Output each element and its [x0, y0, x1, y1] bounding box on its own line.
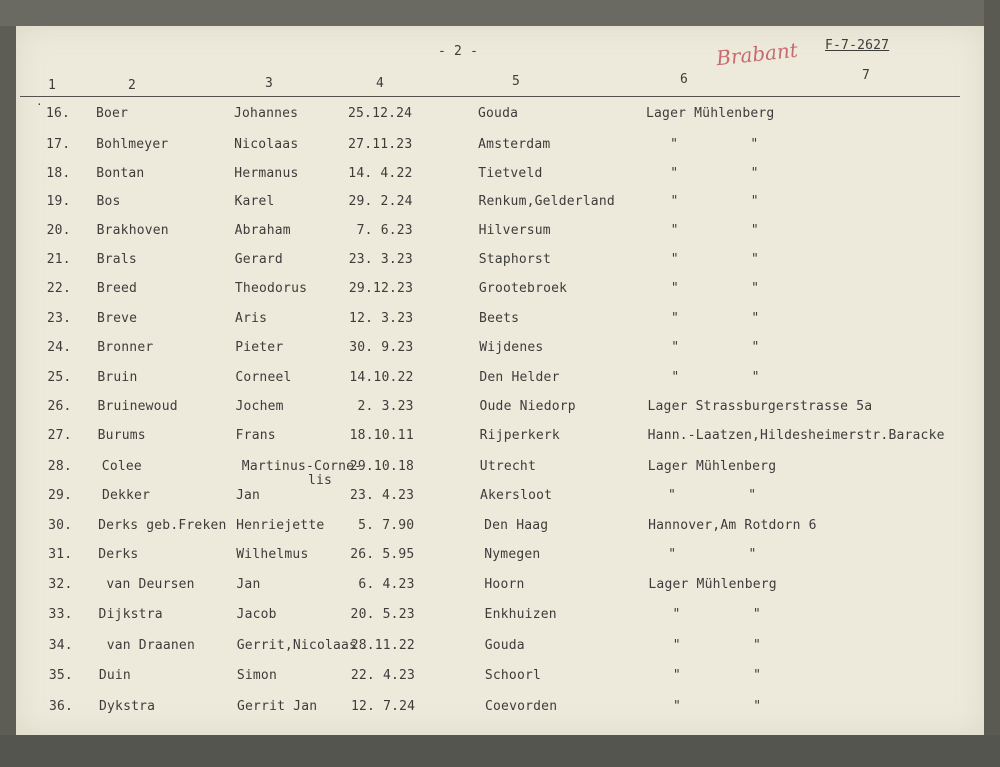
surname: Bruin: [97, 370, 138, 385]
birth-place: Enkhuizen: [484, 607, 557, 622]
first-name: Theodorus: [234, 281, 308, 296]
surname: Derks geb.Freken: [98, 518, 227, 533]
surname: Colee: [101, 459, 142, 474]
address: " ": [667, 488, 757, 503]
surname: Burums: [97, 428, 146, 443]
birth-place: Den Haag: [484, 518, 549, 533]
address: Lager Mühlenberg: [647, 459, 777, 474]
address: Lager Mühlenberg: [646, 106, 775, 121]
address: " ": [670, 281, 760, 296]
row-number: 29.: [47, 488, 73, 503]
birth-place: Gouda: [478, 106, 519, 121]
first-name: Aris: [235, 311, 268, 326]
birth-date: 28.11.22: [350, 638, 415, 653]
row-number: 21.: [46, 252, 71, 267]
surname: van Deursen: [106, 577, 195, 592]
surname: Duin: [98, 668, 131, 683]
first-name-continuation: lis: [308, 473, 333, 488]
address: Lager Strassburgerstrasse 5a: [647, 399, 873, 414]
scan-background-bottom: [0, 735, 1000, 767]
first-name: Henriejette: [236, 518, 325, 533]
birth-place: Gouda: [484, 638, 525, 653]
row-number: 34.: [48, 638, 73, 653]
birth-place: Utrecht: [479, 459, 536, 474]
first-name: Johannes: [234, 106, 299, 121]
birth-place: Nymegen: [484, 547, 541, 562]
address: " ": [670, 194, 759, 209]
surname: Brals: [96, 252, 137, 267]
birth-date: 27.11.23: [348, 137, 413, 152]
birth-date: 30. 9.23: [349, 340, 414, 355]
birth-place: Tietveld: [478, 166, 543, 181]
birth-place: Amsterdam: [478, 137, 551, 152]
address: " ": [670, 137, 759, 152]
first-name: Karel: [234, 194, 275, 209]
row-number: 30.: [48, 518, 73, 533]
document-number: F-7-2627: [825, 38, 890, 53]
row-number: 25.: [47, 370, 72, 385]
page-number: - 2 -: [438, 44, 479, 59]
first-name: Jan: [236, 577, 261, 592]
first-name: Gerard: [234, 252, 283, 267]
birth-place: Beets: [479, 311, 520, 326]
birth-date: 29.12.23: [348, 281, 414, 296]
birth-place: Rijperkerk: [479, 428, 560, 443]
row-number: 18.: [46, 166, 71, 181]
surname: Bontan: [96, 166, 145, 181]
first-name: Corneel: [235, 370, 292, 385]
birth-place: Wijdenes: [479, 340, 544, 355]
birth-date: 22. 4.23: [350, 668, 416, 683]
row-number: 17.: [46, 137, 71, 152]
row-number: 36.: [49, 699, 74, 714]
column-number-2: 2: [128, 78, 137, 93]
row-number: 16.: [46, 106, 71, 121]
birth-place: Schoorl: [484, 668, 542, 683]
birth-date: 12. 7.24: [351, 699, 416, 714]
first-name: Pieter: [235, 340, 284, 355]
birth-place: Hilversum: [478, 223, 551, 238]
row-number: 24.: [47, 340, 72, 355]
birth-place: Coevorden: [485, 699, 558, 714]
column-number-5: 5: [512, 74, 521, 89]
column-number-3: 3: [265, 76, 274, 91]
address: " ": [668, 547, 757, 562]
row-number: 23.: [47, 311, 72, 326]
address: " ": [670, 223, 759, 238]
first-name: Wilhelmus: [236, 547, 309, 562]
birth-date: 2. 3.23: [349, 399, 414, 414]
surname: Bruinewoud: [97, 399, 178, 414]
row-number: 33.: [48, 607, 73, 622]
surname: Dykstra: [99, 699, 156, 714]
first-name: Jochem: [235, 399, 284, 414]
first-name: Simon: [236, 668, 277, 683]
row-number: 20.: [46, 223, 71, 238]
surname: Derks: [98, 547, 139, 562]
surname: Breed: [96, 281, 138, 296]
address: " ": [672, 607, 761, 622]
column-number-4: 4: [376, 76, 385, 91]
address: " ": [670, 166, 759, 181]
surname: Bronner: [97, 340, 154, 355]
row-number: 28.: [47, 459, 72, 474]
birth-date: 5. 7.90: [350, 518, 415, 533]
birth-date: 23. 4.23: [349, 488, 415, 503]
birth-date: 25.12.24: [348, 106, 413, 121]
address: " ": [671, 370, 760, 385]
first-name: Nicolaas: [234, 137, 299, 152]
address: " ": [672, 638, 761, 653]
first-name: Jan: [235, 488, 261, 503]
birth-place: Den Helder: [479, 370, 560, 385]
birth-date: 20. 5.23: [350, 607, 415, 622]
birth-date: 23. 3.23: [348, 252, 413, 267]
surname: Brakhoven: [96, 223, 169, 238]
column-number-6: 6: [680, 72, 689, 87]
first-name: Abraham: [234, 223, 291, 238]
birth-date: 6. 4.23: [350, 577, 415, 592]
pencil-annotation: Brabant: [714, 37, 799, 71]
surname: Boer: [96, 106, 129, 121]
scan-background-top: [0, 0, 1000, 26]
address: " ": [672, 668, 762, 683]
birth-date: 29. 2.24: [348, 194, 413, 209]
birth-place: Staphorst: [478, 252, 551, 267]
row-number: 35.: [48, 668, 73, 683]
birth-place: Renkum,Gelderland: [478, 194, 615, 209]
address: Hann.-Laatzen,Hildesheimerstr.Baracke: [647, 428, 945, 443]
row-number: 32.: [48, 577, 73, 592]
birth-date: 18.10.11: [349, 428, 414, 443]
first-name: Gerrit Jan: [237, 699, 318, 714]
first-name: Jacob: [236, 607, 277, 622]
column-number-1: 1: [48, 78, 57, 93]
surname: Bos: [96, 194, 121, 209]
row-number: 27.: [47, 428, 72, 443]
address: " ": [673, 699, 762, 714]
address: " ": [670, 252, 760, 267]
surname: Breve: [97, 311, 138, 326]
address: Lager Mühlenberg: [648, 577, 777, 592]
row-number: 26.: [47, 399, 72, 414]
address: Hannover,Am Rotdorn 6: [648, 518, 817, 533]
header-rule: [20, 96, 960, 97]
birth-date: 12. 3.23: [349, 311, 414, 326]
surname: Dekker: [101, 488, 151, 503]
birth-place: Hoorn: [484, 577, 525, 592]
first-name: Hermanus: [234, 166, 299, 181]
first-name: Gerrit,Nicolaas: [236, 638, 358, 653]
birth-place: Oude Niedorp: [479, 399, 576, 414]
surname: Bohlmeyer: [96, 137, 169, 152]
margin-mark: ·: [36, 98, 43, 111]
address: " ": [671, 340, 760, 355]
column-number-7: 7: [862, 68, 871, 83]
address: " ": [671, 311, 760, 326]
row-number: 22.: [46, 281, 71, 296]
scan-background-right: [984, 0, 1000, 767]
row-number: 31.: [48, 547, 73, 562]
birth-date: 7. 6.23: [348, 223, 413, 238]
first-name: Martinus-Corne-: [241, 459, 363, 474]
birth-date: 26. 5.95: [350, 547, 415, 562]
birth-date: 29.10.18: [349, 459, 415, 474]
birth-date: 14. 4.22: [348, 166, 413, 181]
birth-place: Akersloot: [479, 488, 553, 503]
row-number: 19.: [46, 194, 71, 209]
birth-place: Grootebroek: [478, 281, 568, 296]
surname: van Draanen: [106, 638, 195, 653]
surname: Dijkstra: [98, 607, 163, 622]
first-name: Frans: [235, 428, 276, 443]
birth-date: 14.10.22: [349, 370, 414, 385]
